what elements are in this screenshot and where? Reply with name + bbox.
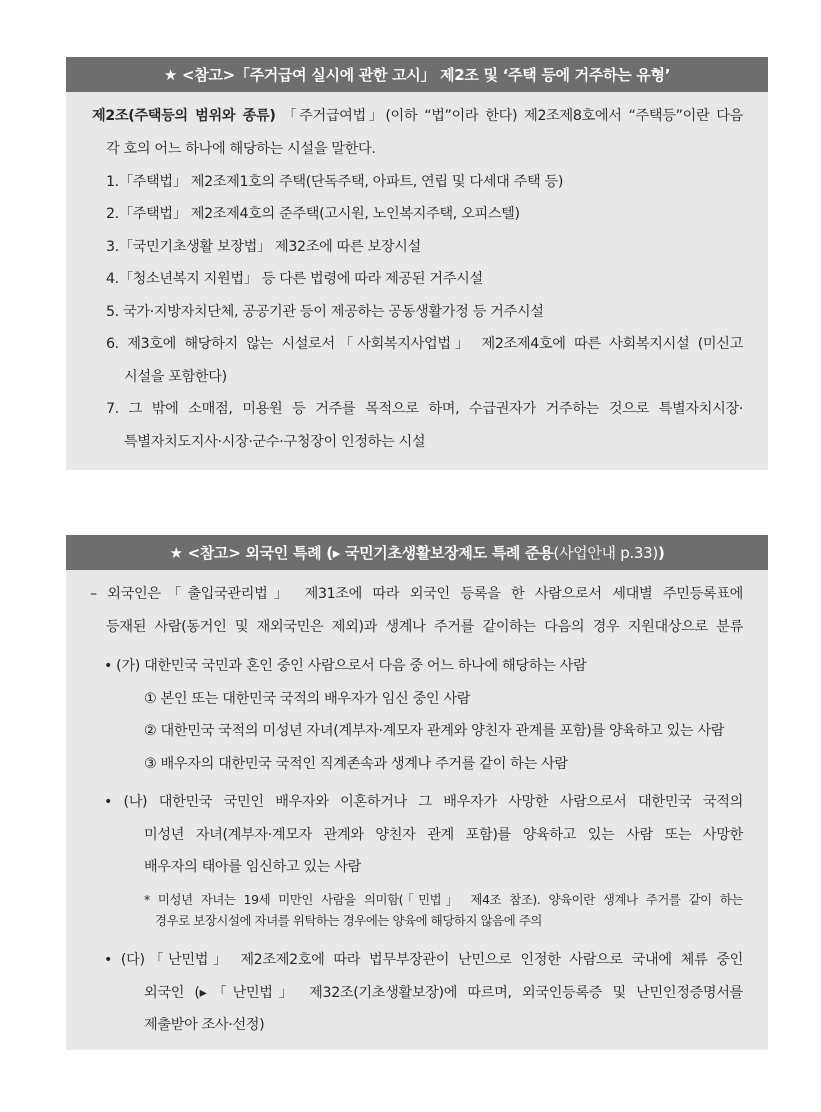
reference-box-title: ★ <참고>「주거급여 실시에 관한 고시」 제2조 및 ‘주택 등에 거주하는 유형’ bbox=[66, 57, 768, 92]
case-ga: • (가) 대한민국 국민과 혼인 중인 사람으로서 다음 중 어느 하나에 해당하는 사람 bbox=[104, 658, 587, 674]
case-da-cont: 제출받아 조사·선정) bbox=[144, 1017, 265, 1033]
intro-line: 등재된 사람(동거인 및 재외국민은 제외)과 생계나 주거를 같이하는 다음의 경우 지원대상으로 분류 bbox=[106, 619, 743, 635]
list-item-1: 1.「주택법」 제2조제1호의 주택(단독주택, 아파트, 연립 및 다세대 주택 등) bbox=[106, 174, 564, 190]
list-item-3: 3.「국민기초생활 보장법」 제32조에 따른 보장시설 bbox=[106, 239, 421, 255]
article-intro-line: 각 호의 어느 하나에 해당하는 시설을 말한다. bbox=[106, 141, 376, 157]
case-na-cont: 배우자의 태아를 임신하고 있는 사람 bbox=[144, 859, 361, 875]
footnote: * 미성년 자녀는 19세 미만인 사람을 의미함(「민법」 제4조 참조). 양육이란 생계나 주거를 같이 하는 bbox=[144, 892, 743, 907]
case-na: • (나) 대한민국 국민인 배우자와 이혼하거나 그 배우자가 사망한 사람으로서 대한민국 국적의 bbox=[104, 794, 743, 810]
article-heading: 제2조(주택등의 범위와 종류) bbox=[92, 108, 276, 124]
list-item-4: 4.「청소년복지 지원법」 등 다른 법령에 따라 제공된 거주시설 bbox=[106, 271, 483, 287]
footnote-cont: 경우로 보장시설에 자녀를 위탁하는 경우에는 양육에 해당하지 않음에 주의 bbox=[155, 913, 542, 928]
reference-box-title: ★ <참고> 외국인 특례 (▸ 국민기초생활보장제도 특례 준용 (사업안내 p.33) ) bbox=[66, 535, 768, 570]
case-ga-sub-1: ① 본인 또는 대한민국 국적의 배우자가 임신 중인 사람 bbox=[144, 691, 471, 707]
case-ga-sub-3: ③ 배우자의 대한민국 국적인 직계존속과 생계나 주거를 같이 하는 사람 bbox=[144, 756, 568, 772]
case-da-cont: 외국인 (▸「난민법」 제32조(기초생활보장)에 따르며, 외국인등록증 및 난민인정증명서를 bbox=[144, 985, 743, 1001]
reference-box-foreigner bbox=[66, 535, 768, 1050]
intro-line: – 외국인은「출입국관리법」 제31조에 따라 외국인 등록을 한 사람으로서 세대별 주민등록표에 bbox=[90, 586, 743, 602]
list-item-6: 6. 제3호에 해당하지 않는 시설로서「사회복지사업법」 제2조제4호에 따른 사회복지시설 (미신고 bbox=[106, 336, 743, 352]
reference-box-housing bbox=[66, 57, 768, 470]
case-ga-sub-2: ② 대한민국 국적의 미성년 자녀(계부자·계모자 관계와 양친자 관계를 포함)를 양육하고 있는 사람 bbox=[144, 723, 725, 739]
case-na-cont: 미성년 자녀(계부자·계모자 관계와 양친자 관계 포함)를 양육하고 있는 사람 또는 사망한 bbox=[144, 827, 743, 843]
list-item-6-cont: 시설을 포함한다) bbox=[124, 369, 227, 385]
list-item-2: 2.「주택법」 제2조제4호의 준주택(고시원, 노인복지주택, 오피스텔) bbox=[106, 206, 520, 222]
list-item-7-cont: 특별자치도지사·시장·군수·구청장이 인정하는 시설 bbox=[124, 434, 426, 450]
article-intro-line: 제2조(주택등의 범위와 종류) 「주거급여법」(이하 “법”이라 한다) 제2조제8호에서 “주택등”이란 다음 bbox=[92, 108, 743, 124]
list-item-5: 5. 국가·지방자치단체, 공공기관 등이 제공하는 공동생활가정 등 거주시설 bbox=[106, 304, 544, 320]
case-da: • (다)「난민법」 제2조제2호에 따라 법무부장관이 난민으로 인정한 사람으로 국내에 체류 중인 bbox=[104, 952, 743, 968]
list-item-7: 7. 그 밖에 소매점, 미용원 등 거주를 목적으로 하며, 수급권자가 거주하는 것으로 특별자치시장· bbox=[106, 401, 743, 417]
